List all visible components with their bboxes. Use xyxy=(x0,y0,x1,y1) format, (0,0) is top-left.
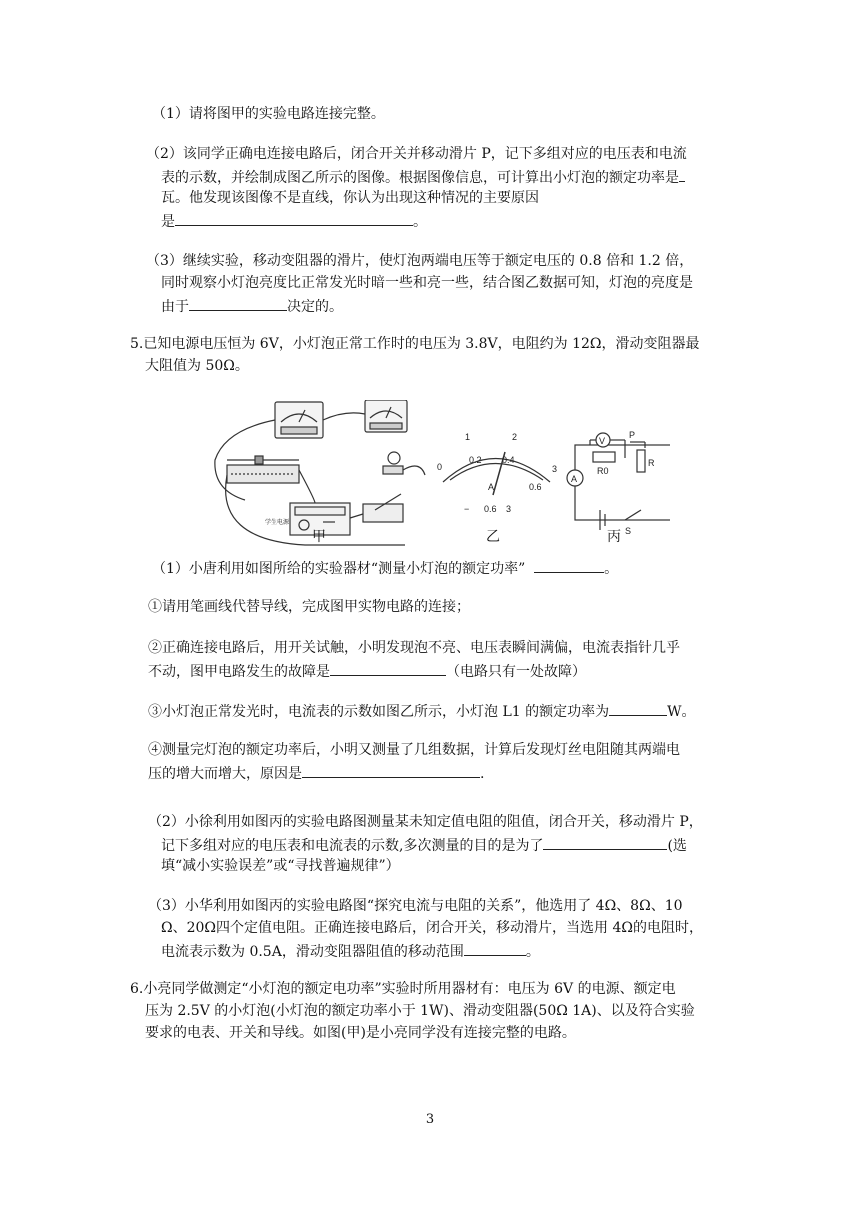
wire xyxy=(299,470,315,503)
q5-item2-line2: 不动，图甲电路发生的故障是 （电路只有一处故障） xyxy=(148,660,586,682)
switch-icon xyxy=(363,494,403,522)
terminal-negative: − xyxy=(464,504,470,514)
q5-sub3-line2: Ω、20Ω四个定值电阻。正确连接电路后，闭合开关，移动滑片，当选用 4Ω的电阻时， xyxy=(161,920,703,936)
answer-blank[interactable] xyxy=(534,557,604,573)
dial-top-tick-2: 2 xyxy=(512,432,518,442)
q5-item2-line1: ②正确连接电路后，用开关试触，小明发现泡不亮、电压表瞬间满偏，电流表指针几乎 xyxy=(148,640,680,656)
answer-blank[interactable] xyxy=(609,700,667,716)
q4-part2-line4: 是 。 xyxy=(161,210,427,232)
wire xyxy=(323,413,365,420)
dial-unit: A xyxy=(488,482,495,492)
q4-part3-line2: 同时观察小灯泡亮度比正常发光时暗一些和亮一些，结合图乙数据可知，灯泡的亮度是 xyxy=(161,275,693,291)
bulb-icon xyxy=(383,452,403,474)
ammeter-icon xyxy=(365,400,407,432)
circuit-a-label: A xyxy=(571,474,578,484)
q4-part3-line1: （3）继续实验，移动变阻器的滑片，使灯泡两端电压等于额定电压的 0.8 倍和 1.2 倍， xyxy=(146,253,694,269)
answer-blank[interactable] xyxy=(464,940,526,956)
dial-zero-label: 0 xyxy=(437,462,443,472)
q5-sub2-line1: （2）小徐利用如图丙的实验电路图测量某未知定值电阻的阻值，闭合开关，移动滑片 P， xyxy=(148,814,703,830)
dial-top-tick-1: 1 xyxy=(465,432,471,442)
answer-blank[interactable] xyxy=(189,295,287,311)
circuit-diagram-icon xyxy=(567,433,670,530)
q5-sub3-line3: 电流表示数为 0.5A，滑动变阻器阻值的移动范围 。 xyxy=(161,940,540,962)
q5-item1: ①请用笔画线代替导线，完成图甲实物电路的连接； xyxy=(148,599,470,615)
q6-line3: 要求的电表、开关和导线。如图(甲)是小亮同学没有连接完整的电路。 xyxy=(145,1025,576,1041)
q5-item4-line1: ④测量完灯泡的额定功率后，小明又测量了几组数据，计算后发现灯丝电阻随其两端电 xyxy=(148,742,680,758)
q4-part2-line3: 瓦。他发现该图像不是直线，你认为出现这种情况的主要原因 xyxy=(161,190,539,206)
q5-item3: ③小灯泡正常发光时，电流表的示数如图乙所示，小灯泡 L1 的额定功率为 W。 xyxy=(148,700,696,722)
q5-sub2-line2: 记下多组对应的电压表和电流表的示数,多次测量的目的是为了 (选 xyxy=(161,834,687,856)
circuit-figure-svg xyxy=(205,400,670,550)
page-number: 3 xyxy=(425,1112,435,1127)
q5-stem-line1: 5.已知电源电压恒为 6V，小灯泡正常工作时的电压为 3.8V，电阻约为 12Ω，滑动变阻器最 xyxy=(130,336,700,352)
voltmeter-icon xyxy=(275,402,323,438)
figure-label-yi: 乙 xyxy=(486,529,500,545)
q6-line1: 6.小亮同学做测定“小灯泡的额定电功率”实验时所用器材有：电压为 6V 的电源、额定电 xyxy=(130,981,676,997)
answer-blank[interactable] xyxy=(302,762,480,778)
q5-stem-line2: 大阻值为 50Ω。 xyxy=(145,358,249,374)
circuit-r-label: R xyxy=(648,458,655,468)
answer-blank[interactable] xyxy=(679,166,685,182)
q5-figure xyxy=(205,400,670,550)
answer-blank[interactable] xyxy=(175,210,413,226)
dial-bottom-tick-1: 0.2 xyxy=(469,455,482,465)
q5-item4-line2: 压的增大而增大，原因是 . xyxy=(148,762,484,784)
supply-label: 学生电源 xyxy=(265,520,290,526)
figure-label-bing: 丙 xyxy=(607,529,621,545)
q4-part2-line1: （2）该同学正确电连接电路后，闭合开关并移动滑片 P，记下多组对应的电压表和电流 xyxy=(146,146,687,162)
q4-part3-line3: 由于 决定的。 xyxy=(161,295,343,317)
dial-top-tick-3: 3 xyxy=(552,464,558,474)
dial-bottom-tick-3: 0.6 xyxy=(529,482,542,492)
circuit-p-label: P xyxy=(629,430,636,440)
q4-part2-line2: 表的示数，并绘制成图乙所示的图像。根据图像信息，可计算出小灯泡的额定功率是 xyxy=(161,166,685,188)
terminal-3: 3 xyxy=(506,504,512,514)
circuit-r0-label: R0 xyxy=(597,466,609,476)
q5-sub1: （1）小唐利用如图所给的实验器材“测量小灯泡的额定功率” 。 xyxy=(152,557,618,579)
answer-blank[interactable] xyxy=(330,660,446,676)
q4-part1: （1）请将图甲的实验电路连接完整。 xyxy=(152,106,385,122)
rheostat-icon xyxy=(227,456,299,483)
figure-label-jia: 甲 xyxy=(312,529,326,545)
answer-blank[interactable] xyxy=(543,834,667,850)
wire xyxy=(350,514,363,518)
q6-line2: 压为 2.5V 的小灯泡(小灯泡的额定功率小于 1W)、滑动变阻器(50Ω 1A)、以及符合实验 xyxy=(145,1003,695,1019)
terminal-0-6: 0.6 xyxy=(484,504,497,514)
dial-bottom-tick-2: 0.4 xyxy=(502,455,515,465)
q5-sub2-line3: 填“减小实验误差”或“寻找普遍规律”） xyxy=(161,858,400,874)
circuit-v-label: V xyxy=(599,436,606,446)
q5-sub3-line1: （3）小华利用如图丙的实验电路图“探究电流与电阻的关系”，他选用了 4Ω、8Ω、10 xyxy=(148,898,683,914)
wire xyxy=(403,466,425,475)
circuit-s-label: S xyxy=(625,526,632,536)
